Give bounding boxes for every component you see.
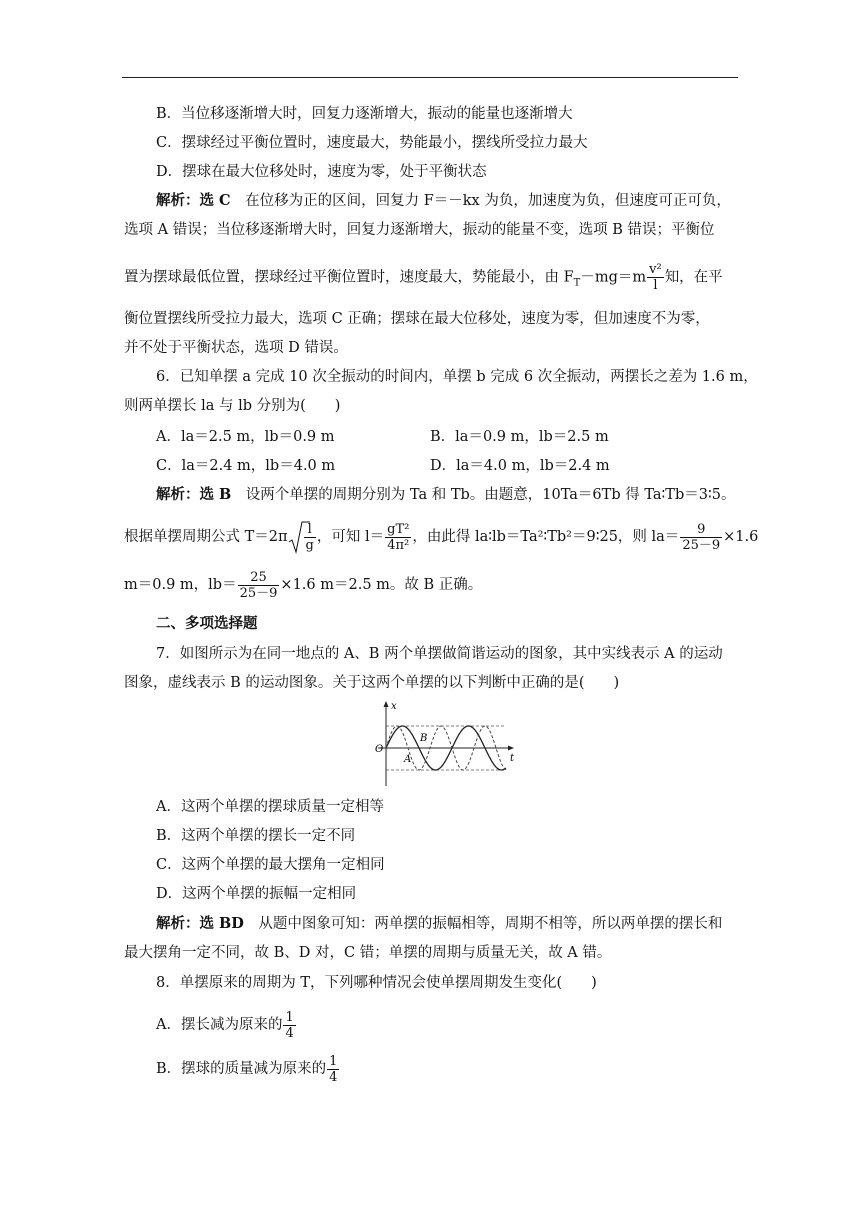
graph-origin-label: O — [375, 744, 384, 755]
shm-graph — [364, 698, 524, 790]
q8-option-b: B．摆球的质量减为原来的 $\frac{1}{4}$ — [156, 1053, 338, 1085]
fraction-one-quarter-b: $\frac{1}{4}$ — [329, 1053, 338, 1085]
q7-explanation-label: 解析：选 BD — [156, 915, 244, 932]
q6-stem-line1: 6．已知单摆 a 完成 10 次全振动的时间内，单摆 b 完成 6 次全振动，两摆长之差为 1.6 m， — [156, 369, 758, 385]
q5-option-c: C．摆球经过平衡位置时，速度最大，势能最小，摆线所受拉力最大 — [156, 135, 588, 151]
q5-explanation-line5: 并不处于平衡状态，选项 D 错误。 — [124, 340, 348, 356]
q6-explanation-line2: 根据单摆周期公式 T＝2π $\frac{l}{g}$ ，可知 l＝ $\frac{\text{gT²}}{\text{4π²}}$ ，由此得 la∶lb＝Ta²∶Tb²＝9∶25，则 la＝ $\frac{9}{25-9}$ ×1.6 — [124, 521, 759, 553]
q6-explanation-line1: 解析：选 B 设两个单摆的周期分别为 Ta 和 Tb。由题意，10Ta＝6Tb 得 Ta∶Tb＝3∶5。 — [156, 486, 736, 503]
q7-option-b: B．这两个单摆的摆长一定不同 — [156, 828, 356, 844]
q5-explanation-line4: 衡位置摆线所受拉力最大，选项 C 正确；摆球在最大位移处，速度为零，但加速度不为零， — [124, 311, 710, 327]
q5-option-d: D．摆球在最大位移处时，速度为零，处于平衡状态 — [156, 164, 487, 180]
q6-stem-line2: 则两单摆长 la 与 lb 分别为( ) — [124, 398, 341, 414]
q7-option-d: D．这两个单摆的振幅一定相同 — [156, 886, 357, 902]
q5-explanation-line2: 选项 A 错误；当位移逐渐增大时，回复力逐渐增大，振动的能量不变，选项 B 错误；平衡位 — [124, 222, 715, 238]
q5-explanation-label: 解析：选 C — [156, 192, 231, 209]
q7-option-c: C．这两个单摆的最大摆角一定相同 — [156, 857, 385, 873]
q6-option-c: C．la＝2.4 m，lb＝4.0 m — [156, 458, 336, 474]
fraction-gT2-over-4pi2: $\frac{\text{gT²}}{\text{4π²}}$ — [387, 521, 410, 553]
q7-stem-line1: 7．如图所示为在同一地点的 A、B 两个单摆做简谐运动的图象，其中实线表示 A 的运动 — [156, 646, 723, 662]
fraction-9-over-16: $\frac{9}{25-9}$ — [682, 521, 721, 553]
sqrt-l-over-g: $\frac{l}{g}$ — [288, 520, 317, 554]
q6-explanation-line3: m＝0.9 m，lb＝ $\frac{25}{25-9}$ ×1.6 m＝2.5 m。故 B 正确。 — [124, 569, 483, 601]
fraction-one-quarter: $\frac{1}{4}$ — [285, 1009, 294, 1041]
q8-option-a: A．摆长减为原来的 $\frac{1}{4}$ — [156, 1009, 294, 1041]
q7-explanation-line2: 最大摆角一定不同，故 B、D 对，C 错；单摆的周期与质量无关，故 A 错。 — [124, 945, 612, 961]
graph-b-label: B — [420, 733, 428, 744]
fraction-25-over-16: $\frac{25}{25-9}$ — [239, 569, 278, 601]
q8-stem: 8．单摆原来的周期为 T，下列哪种情况会使单摆周期发生变化( ) — [156, 975, 597, 991]
fraction-v2-over-l: $\frac{\text{v²}}{l}$ — [649, 262, 662, 293]
q6-option-b: B．la＝0.9 m，lb＝2.5 m — [430, 429, 609, 445]
q7-option-a: A．这两个单摆的摆球质量一定相等 — [156, 799, 384, 815]
header-rule — [122, 77, 738, 78]
q5-explanation-line1: 解析：选 C 在位移为正的区间，回复力 F＝－kx 为负，加速度为负，但速度可正可负， — [156, 192, 731, 209]
section-heading-multiple-choice: 二、多项选择题 — [156, 615, 258, 632]
graph-t-label: t — [510, 753, 515, 764]
graph-x-label: x — [391, 701, 397, 712]
graph-x-arrow — [508, 746, 514, 751]
graph-a-label: A — [404, 754, 412, 765]
q5-explanation-line3: 置为摆球最低位置，摆球经过平衡位置时，速度最大，势能最小，由 $F_T-mg=m$ $\frac{\text{v²}}{l}$ 知，在平 — [124, 262, 723, 293]
q7-explanation-line1: 解析：选 BD 从题中图象可知：两单摆的振幅相等，周期不相等，所以两单摆的摆长和 — [156, 915, 723, 932]
q6-explanation-label: 解析：选 B — [156, 486, 232, 503]
q5-option-b: B．当位移逐渐增大时，回复力逐渐增大，振动的能量也逐渐增大 — [156, 106, 573, 122]
graph-y-arrow — [384, 701, 389, 707]
q6-option-a: A．la＝2.5 m，lb＝0.9 m — [156, 429, 335, 445]
q6-option-d: D．la＝4.0 m，lb＝2.4 m — [430, 458, 610, 474]
q7-stem-line2: 图象，虚线表示 B 的运动图象。关于这两个单摆的以下判断中正确的是( ) — [124, 675, 620, 691]
